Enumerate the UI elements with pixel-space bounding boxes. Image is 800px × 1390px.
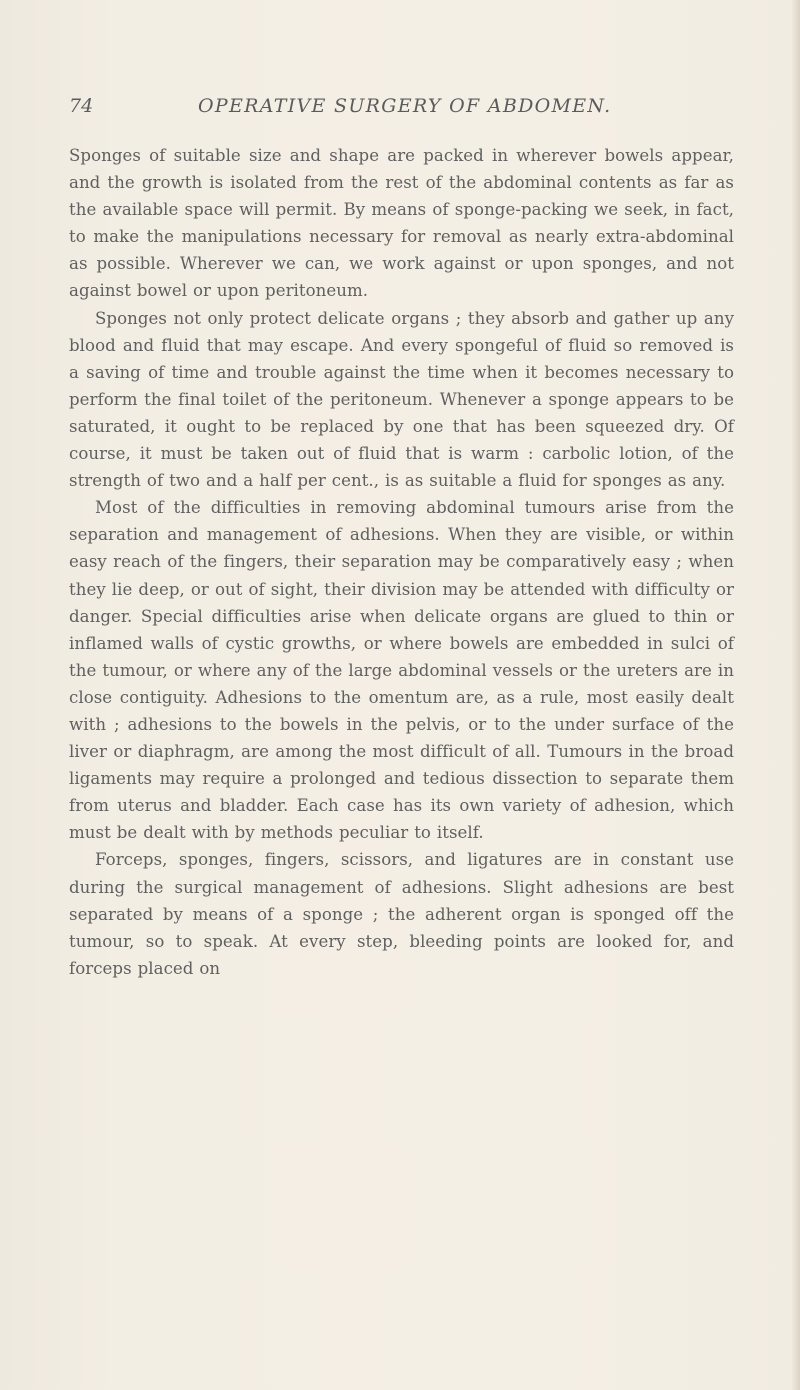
page-header: [69, 95, 729, 121]
paragraph-1: Sponges of suitable size and shape are packed in wherever bowels appear, and the growth is isolated from the rest of the abdominal contents as far as the available space will permit. By means of sponge-packing we seek, in fact, to make the manipulations necessary for removal as nearly extra-abdominal as possible. Wherever we can, we work against or upon sponges, and not against bowel or upon peritoneum.: [69, 146, 734, 301]
page-edge-shadow: [791, 0, 800, 1390]
body-text: [69, 142, 734, 982]
page-number: 74: [69, 95, 94, 117]
running-head: OPERATIVE SURGERY OF ABDOMEN.: [198, 95, 612, 117]
paragraph-2: Sponges not only protect delicate organs ; they absorb and gather up any blood and fluid that may escape. And every spongeful of fluid so removed is a saving of time and trouble against the time when it becomes necessary to perform the final toilet of the peritoneum. Whenever a sponge appears to be saturated, it ought to be replaced by one that has been squeezed dry. Of course, it must be taken out of fluid that is warm : carbolic lotion, of the strength of two and a half per cent., is as suitable a fluid for sponges as any.: [69, 308, 734, 491]
paragraph-3: Most of the difficulties in removing abdominal tumours arise from the separation and management of adhesions. When they are visible, or within easy reach of the fingers, their separation may be comparatively easy ; when they lie deep, or out of sight, their division may be attended with difficulty or danger. Special difficulties arise when delicate organs are glued to thin or inflamed walls of cystic growths, or where bowels are embedded in sulci of the tumour, or where any of the large abdominal vessels or the ureters are in close contiguity. Adhesions to the omentum are, as a rule, most easily dealt with ; adhesions to the bowels in the pelvis, or to the under surface of the liver or diaphragm, are among the most difficult of all. Tumours in the broad ligaments may require a prolonged and tedious dissection to separate them from uterus and bladder. Each case has its own variety of adhesion, which must be dealt with by methods peculiar to itself.: [69, 498, 734, 843]
paragraph-4: Forceps, sponges, fingers, scissors, and ligatures are in constant use during the surgical management of adhesions. Slight adhesions are best separated by means of a sponge ; the adherent organ is sponged off the tumour, so to speak. At every step, bleeding points are looked for, and forceps placed on: [69, 850, 734, 978]
